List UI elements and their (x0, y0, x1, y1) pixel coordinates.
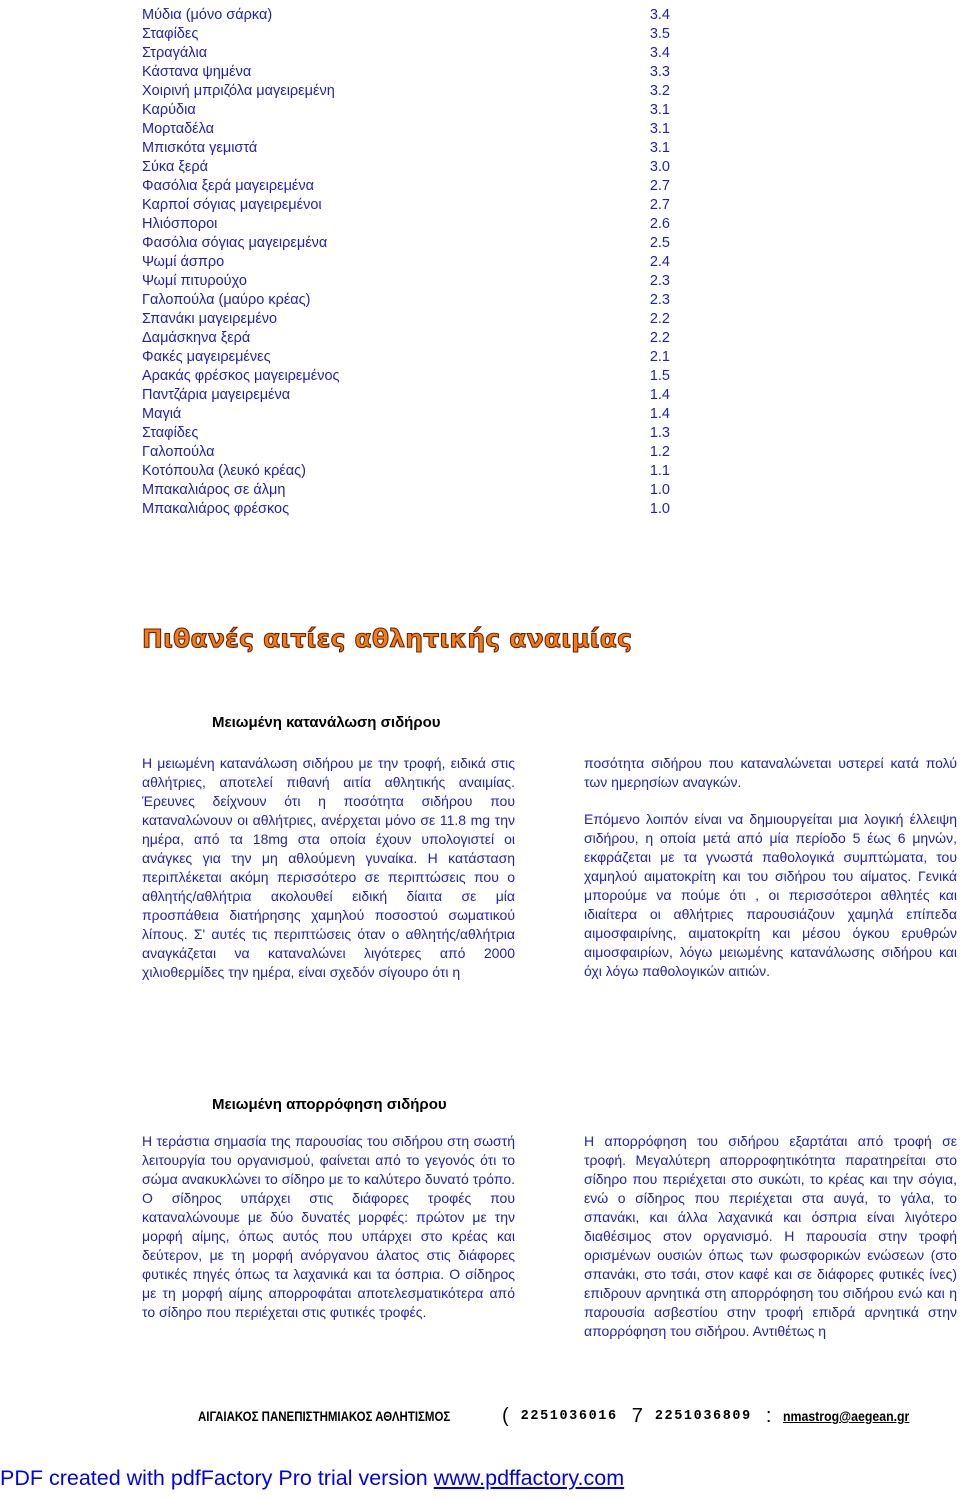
phone-number: 2251036809 (654, 1408, 752, 1424)
iron-value: 2.1 (649, 349, 670, 365)
text-column-right-2 (584, 1132, 957, 1341)
food-name: Μορταδέλα (142, 121, 215, 137)
food-name: Σταφίδες (142, 26, 199, 42)
food-name: Φακές μαγειρεμένες (142, 349, 271, 365)
iron-value: 2.5 (649, 235, 670, 251)
food-row (142, 177, 670, 196)
iron-value: 3.4 (649, 45, 670, 61)
iron-value: 2.6 (649, 216, 670, 232)
subheading-reduced-intake: Μειωμένη κατανάλωση σιδήρου (212, 714, 441, 731)
food-name: Καρποί σόγιας μαγειρεμένοι (142, 197, 322, 213)
food-row (142, 196, 670, 215)
food-name: Κοτόπουλα (λευκό κρέας) (142, 463, 306, 479)
text-column-left-1 (142, 754, 515, 982)
iron-value: 3.1 (649, 140, 670, 156)
iron-value: 1.4 (649, 387, 670, 403)
section-heading: Πιθανές αιτίες αθλητικής αναιμίας (142, 624, 633, 653)
food-name: Ψωμί πιτυρούχο (142, 273, 247, 289)
food-row (142, 367, 670, 386)
food-row (142, 386, 670, 405)
food-name: Φασόλια ξερά μαγειρεμένα (142, 178, 315, 194)
iron-value: 1.1 (649, 463, 670, 479)
iron-value: 1.0 (649, 482, 670, 498)
food-name: Μπακαλιάρος σε άλμη (142, 482, 286, 498)
iron-value: 3.1 (649, 102, 670, 118)
iron-value: 2.2 (649, 311, 670, 327)
food-row (142, 500, 670, 519)
food-row (142, 253, 670, 272)
food-name: Μπισκότα γεμιστά (142, 140, 258, 156)
iron-value: 2.7 (649, 197, 670, 213)
paragraph: Η μειωμένη κατανάλωση σιδήρου με την τροφή, ειδικά στις αθλήτριες, αποτελεί πιθανή αιτία αθλητικής αναιμίας. Έρευνες δείχνουν ότι η ποσότητα σιδήρου που καταναλώνουν οι αθλήτριες, ανέρχεται μόνο σε 11.8 mg την ημέρα, από τα 18mg στα οποία έχουν υπολογιστεί οι ανάγκες για την μη αθλούμενη γυναίκα. Η κατάσταση περιπλέκεται ακόμη περισσότερο σε περιπτώσεις που ο αθλητής/αθλήτρια ακολουθεί ειδική δίαιτα σε μία προσπάθεια διατήρησης χαμηλού ποσοστού σωματικού λίπους. Σ' αυτές τις περιπτώσεις όταν ο αθλητής/αθλήτρια αναγκάζεται να καταναλώνει λιγότερες από 2000 χιλιοθερμίδες την ημέρα, είναι σχεδόν σίγουρο ότι η (142, 755, 515, 980)
iron-value: 2.4 (649, 254, 670, 270)
iron-value: 3.4 (649, 7, 670, 23)
food-row (142, 443, 670, 462)
subheading-reduced-absorption: Μειωμένη απορρόφηση σιδήρου (212, 1096, 447, 1113)
university-name: ΑΙΓΑΙΑΚΟΣ ΠΑΝΕΠΙΣΤΗΜΙΑΚΟΣ ΑΘΛΗΤΙΣΜΟΣ (198, 1408, 451, 1424)
food-name: Ψωμί άσπρο (142, 254, 225, 270)
food-row (142, 215, 670, 234)
paragraph: Η απορρόφηση του σιδήρου εξαρτάται από τροφή σε τροφή. Μεγαλύτερη απορροφητικότητα παρατηρείται στο σίδηρο που περιέχεται στο συκώτι, το κρέας και την σόγια, ενώ ο σίδηρος που περιέχεται στα αυγά, το γάλα, το σπανάκι, και άλλα λαχανικά και όσπρια είναι λιγότερο διαθέσιμος στον οργανισμό. Η παρουσία στην τροφή ορισμένων ουσιών όπως των φωσφορικών ενώσεων (στο σπανάκι, στο τσάι, στον καφέ και σε διάφορες φυτικές ίνες) επιδρουν αρνητικά στη απορρόφηση του σιδήρου ενώ και η παρουσία ασβεστίου στην τροφή επιδρά αρνητικά στην απορρόφηση του σιδήρου. Αντιθέτως η (584, 1133, 957, 1339)
email-link[interactable]: nmastrog@aegean.gr (783, 1408, 910, 1424)
food-name: Μαγιά (142, 406, 182, 422)
text-column-right-1 (584, 754, 957, 981)
text-column-left-2 (142, 1132, 515, 1322)
food-row (142, 139, 670, 158)
food-name: Γαλοπούλα (μαύρο κρέας) (142, 292, 311, 308)
food-row (142, 481, 670, 500)
iron-value: 3.0 (649, 159, 670, 175)
food-row (142, 63, 670, 82)
food-row (142, 158, 670, 177)
food-row (142, 82, 670, 101)
iron-value: 1.0 (649, 501, 670, 517)
paragraph: Η τεράστια σημασία της παρουσίας του σιδήρου στη σωστή λειτουργία του οργανισμού, φαίνεται από το γεγονός ότι το σώμα ανακυκλώνει το σίδηρο με το καλύτερο δυνατό τρόπο. Ο σίδηρος υπάρχει στις διάφορες τροφές που καταναλώνουμε με δύο δυνατές μορφές: πρώτον με την μορφή αίμης, όπως αυτός που υπάρχει στο κρέας και δεύτερον, με τη μορφή ανόργανου άλατος στις διάφορες φυτικές πηγές όπως τα λαχανικά και τα όσπρια. Ο σίδηρος με τη μορφή αίμης απορροφάται αποτελεσματικότερα από το σίδηρο που περιέχεται στις φυτικές τροφές. (142, 1133, 515, 1320)
food-name: Στραγάλια (142, 45, 208, 61)
iron-value: 2.7 (649, 178, 670, 194)
food-row (142, 25, 670, 44)
iron-content-list (142, 6, 670, 519)
pdf-watermark (0, 1466, 624, 1491)
food-name: Χοιρινή μπριζόλα μαγειρεμένη (142, 83, 335, 99)
food-name: Παντζάρια μαγειρεμένα (142, 387, 291, 403)
food-name: Σταφίδες (142, 425, 199, 441)
food-row (142, 329, 670, 348)
food-row (142, 44, 670, 63)
food-row (142, 462, 670, 481)
page-footer-contact (198, 1405, 938, 1427)
iron-value: 3.5 (649, 26, 670, 42)
paragraph: ποσότητα σιδήρου που καταναλώνεται υστερεί κατά πολύ των ημερησίων αναγκών. (584, 755, 957, 790)
separator-glyph: 7 (631, 1404, 643, 1427)
food-name: Ηλιόσποροι (142, 216, 218, 232)
pdffactory-link[interactable]: www.pdffactory.com (433, 1466, 625, 1490)
food-name: Σύκα ξερά (142, 159, 208, 175)
iron-value: 3.2 (649, 83, 670, 99)
phone-number: 2251036016 (520, 1408, 618, 1424)
food-name: Μπακαλιάρος φρέσκος (142, 501, 290, 517)
open-paren-glyph: ( (502, 1404, 509, 1427)
iron-value: 3.3 (649, 64, 670, 80)
food-name: Φασόλια σόγιας μαγειρεμένα (142, 235, 328, 251)
food-row (142, 272, 670, 291)
food-row (142, 101, 670, 120)
food-row (142, 348, 670, 367)
food-row (142, 424, 670, 443)
food-row (142, 291, 670, 310)
food-row (142, 120, 670, 139)
iron-value: 1.2 (649, 444, 670, 460)
iron-value: 3.1 (649, 121, 670, 137)
food-row (142, 310, 670, 329)
colon-glyph: : (765, 1404, 772, 1427)
paragraph: Επόμενο λοιπόν είναι να δημιουργείται μια λογική έλλειψη σιδήρου, η οποία μετά από μία περίοδο 5 έως 6 μηνών, εκφράζεται με τα γνωστά παθολογικά συμπτώματα, του χαμηλού αιματοκρίτη και του σιδήρου του αίματος. Γενικά μπορούμε να πούμε ότι , οι περισσότεροι αθλητές και ιδιαίτερα οι αθλήτριες παρουσιάζουν χαμηλά επίπεδα αιμοσφαιρίνης, αιματοκρίτη και μέσου όγκου ερυθρών αιμοσφαιρίων, λόγω μειωμένης κατανάλωσης σιδήρου και όχι λόγω παθολογικών αιτιών. (584, 811, 957, 979)
iron-value: 2.3 (649, 273, 670, 289)
food-name: Σπανάκι μαγειρεμένο (142, 311, 278, 327)
food-name: Γαλοπούλα (142, 444, 215, 460)
food-row (142, 405, 670, 424)
food-name: Αρακάς φρέσκος μαγειρεμένος (142, 368, 340, 384)
iron-value: 2.3 (649, 292, 670, 308)
pdf-notice-text: PDF created with pdfFactory Pro trial version (0, 1466, 434, 1490)
food-name: Μύδια (μόνο σάρκα) (142, 7, 273, 23)
food-row (142, 6, 670, 25)
iron-value: 1.4 (649, 406, 670, 422)
food-name: Καρύδια (142, 102, 196, 118)
iron-value: 1.5 (649, 368, 670, 384)
iron-value: 1.3 (649, 425, 670, 441)
iron-value: 2.2 (649, 330, 670, 346)
food-name: Δαμάσκηνα ξερά (142, 330, 251, 346)
food-name: Κάστανα ψημένα (142, 64, 252, 80)
food-row (142, 234, 670, 253)
